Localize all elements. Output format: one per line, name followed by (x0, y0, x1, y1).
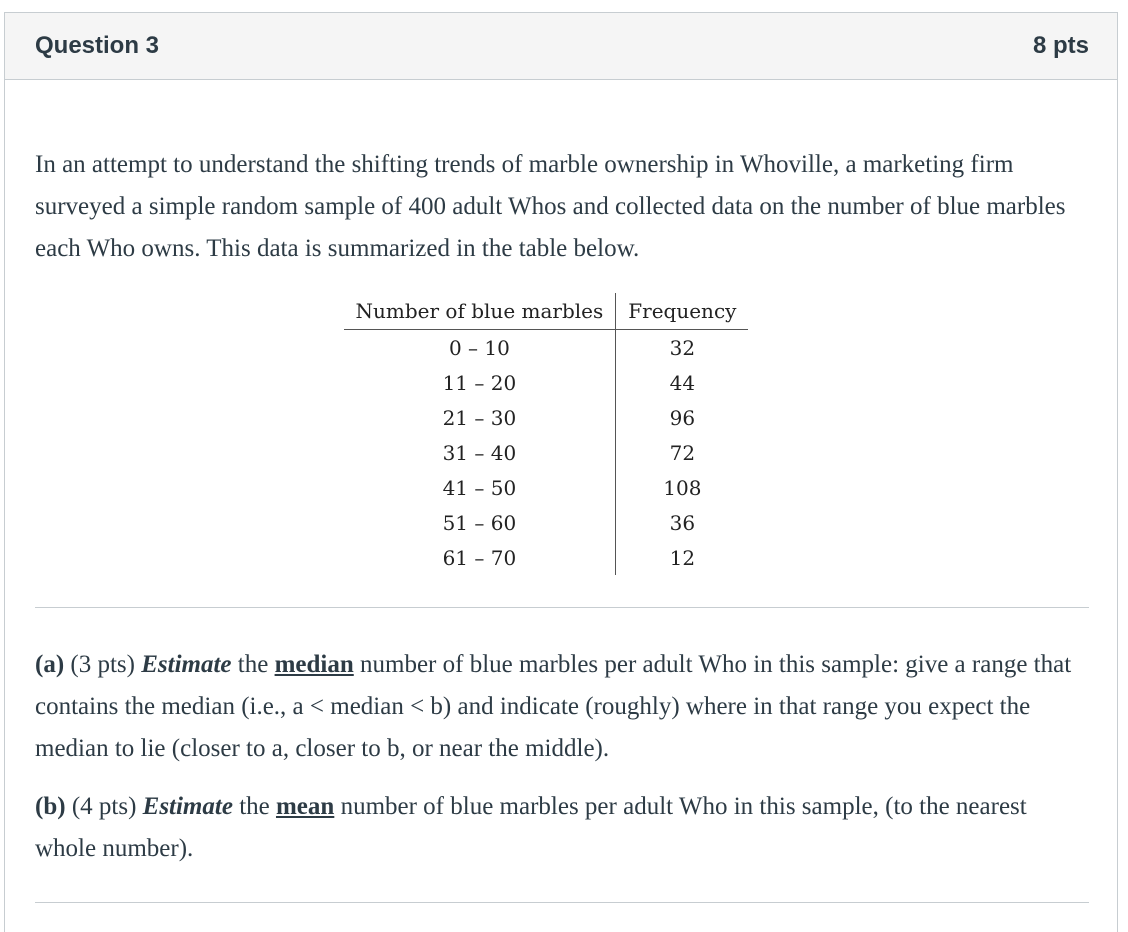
frequency-table (344, 293, 749, 575)
part-a-points: (3 pts) (70, 651, 135, 678)
part-b-label: (b) (35, 793, 66, 820)
question-points: 8 pts (1032, 32, 1089, 59)
part-b-points: (4 pts) (71, 793, 137, 820)
table-row (344, 330, 749, 366)
bottom-divider (35, 902, 1089, 903)
range-cell: 11 – 20 (344, 365, 616, 400)
frequency-cell: 72 (669, 440, 696, 465)
table-row (344, 540, 749, 575)
range-cell: 31 – 40 (344, 435, 616, 470)
frequency-cell: 96 (669, 405, 696, 430)
part-b-keyword: mean (275, 793, 335, 820)
part-a-prompt (35, 608, 1089, 770)
frequency-cell: 12 (669, 545, 696, 570)
frequency-table-wrapper (35, 293, 1089, 575)
table-row (344, 470, 749, 505)
part-a-keyword: median (274, 651, 354, 678)
part-b-verb: Estimate (142, 793, 233, 820)
question-intro: In an attempt to understand the shifting trends of marble ownership in Whoville, a marketing firm surveyed a simple random sample of 400 adult Whos and collected data on the number of blue marbles each Who owns. This data is summarized in the table below. (35, 151, 1066, 262)
table-row (344, 505, 749, 540)
range-cell: 41 – 50 (344, 470, 616, 505)
part-b-text: number of blue marbles per adult Who in this sample, (to the nearest whole number). (35, 793, 1027, 862)
range-cell: 21 – 30 (344, 400, 616, 435)
range-cell: 51 – 60 (344, 505, 616, 540)
part-b-prompt (35, 770, 1089, 870)
table-row (344, 365, 749, 400)
part-a-verb: Estimate (141, 651, 232, 678)
part-a-text: number of blue marbles per adult Who in this sample: give a range that contains the median (i.e., a < median < b) and indicate (roughly) where in that range you expect the median to lie (closer to a, closer to b, or near the middle). (35, 651, 1072, 762)
question-body (5, 80, 1117, 903)
frequency-cell: 36 (669, 510, 696, 535)
question-header (5, 13, 1117, 80)
column-header-frequency: Frequency (616, 293, 749, 330)
question-card (4, 12, 1118, 932)
table-row (344, 400, 749, 435)
frequency-cell: 44 (669, 370, 696, 395)
range-cell: 0 – 10 (344, 330, 616, 366)
frequency-cell: 108 (663, 475, 702, 500)
part-b-the: the (239, 793, 270, 820)
part-a-label: (a) (35, 651, 65, 678)
frequency-cell: 32 (669, 335, 696, 360)
part-a-the: the (237, 651, 269, 678)
table-header-row (344, 293, 749, 330)
column-header-marbles: Number of blue marbles (344, 293, 616, 330)
table-row (344, 435, 749, 470)
range-cell: 61 – 70 (344, 540, 616, 575)
question-title: Question 3 (35, 32, 160, 59)
